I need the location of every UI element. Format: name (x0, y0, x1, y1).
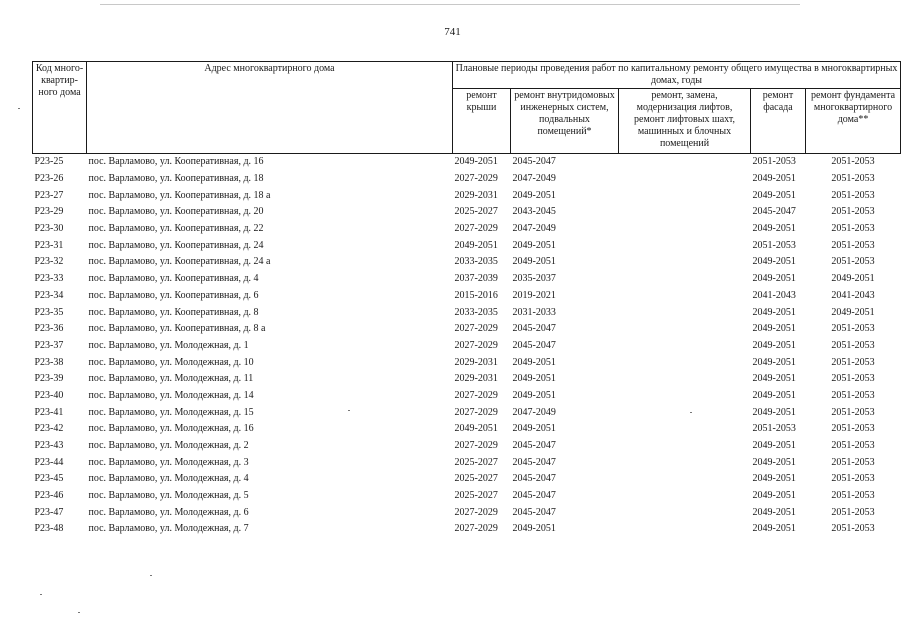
table-row (33, 471, 901, 488)
cell-systems: 2045-2047 (512, 323, 556, 335)
cell-roof: 2029-2031 (454, 189, 498, 201)
cell-systems: 2045-2047 (512, 156, 556, 168)
cell-systems: 2049-2051 (512, 423, 556, 435)
cell-code: Р23-30 (34, 223, 64, 235)
header-roof: ремонт крыши (453, 89, 511, 154)
cell-systems: 2019-2021 (512, 289, 556, 301)
cell-code: Р23-29 (34, 206, 64, 218)
cell-lifts (619, 254, 751, 271)
cell-lifts (619, 404, 751, 421)
cell-lifts (619, 438, 751, 455)
table-row (33, 388, 901, 405)
cell-address: пос. Варламово, ул. Молодежная, д. 1 (88, 339, 249, 351)
cell-foundation: 2051-2053 (831, 523, 875, 535)
cell-facade: 2049-2051 (752, 356, 796, 368)
cell-code: Р23-27 (34, 189, 64, 201)
cell-address: пос. Варламово, ул. Кооперативная, д. 8 а (88, 323, 266, 335)
cell-facade: 2051-2053 (752, 423, 796, 435)
cell-systems: 2047-2049 (512, 223, 556, 235)
cell-lifts (619, 471, 751, 488)
table-row (33, 521, 901, 538)
cell-address: пос. Варламово, ул. Молодежная, д. 16 (88, 423, 254, 435)
cell-code: Р23-38 (34, 356, 64, 368)
cell-facade: 2049-2051 (752, 223, 796, 235)
cell-lifts (619, 304, 751, 321)
cell-systems: 2035-2037 (512, 273, 556, 285)
cell-foundation: 2049-2051 (831, 306, 875, 318)
cell-code: Р23-26 (34, 173, 64, 185)
cell-address: пос. Варламово, ул. Молодежная, д. 5 (88, 490, 249, 502)
cell-address: пос. Варламово, ул. Кооперативная, д. 8 (88, 306, 259, 318)
cell-systems: 2049-2051 (512, 356, 556, 368)
cell-code: Р23-37 (34, 339, 64, 351)
cell-roof: 2049-2051 (454, 156, 498, 168)
cell-systems: 2045-2047 (512, 339, 556, 351)
cell-address: пос. Варламово, ул. Молодежная, д. 14 (88, 389, 254, 401)
table-row (33, 154, 901, 171)
cell-systems: 2047-2049 (512, 406, 556, 418)
table-row (33, 321, 901, 338)
capital-repair-table (32, 61, 901, 538)
table-body (33, 154, 901, 538)
cell-roof: 2027-2029 (454, 223, 498, 235)
table-row (33, 454, 901, 471)
cell-systems: 2049-2051 (512, 189, 556, 201)
cell-code: Р23-35 (34, 306, 64, 318)
cell-lifts (619, 321, 751, 338)
cell-lifts (619, 271, 751, 288)
table-row (33, 271, 901, 288)
cell-lifts (619, 171, 751, 188)
cell-foundation: 2051-2053 (831, 506, 875, 518)
cell-facade: 2041-2043 (752, 289, 796, 301)
cell-roof: 2027-2029 (454, 406, 498, 418)
cell-lifts (619, 237, 751, 254)
cell-lifts (619, 187, 751, 204)
cell-systems: 2049-2051 (512, 389, 556, 401)
cell-code: Р23-32 (34, 256, 64, 268)
table-row (33, 438, 901, 455)
cell-lifts (619, 454, 751, 471)
cell-address: пос. Варламово, ул. Молодежная, д. 10 (88, 356, 254, 368)
cell-lifts (619, 504, 751, 521)
cell-foundation: 2051-2053 (831, 239, 875, 251)
cell-facade: 2051-2053 (752, 156, 796, 168)
cell-foundation: 2051-2053 (831, 456, 875, 468)
cell-foundation: 2051-2053 (831, 206, 875, 218)
header-address: Адрес многоквартирного дома (87, 62, 453, 154)
cell-facade: 2049-2051 (752, 339, 796, 351)
cell-code: Р23-31 (34, 239, 64, 251)
cell-systems: 2049-2051 (512, 523, 556, 535)
header-row-1 (33, 62, 901, 89)
header-lifts: ремонт, замена, модернизация лифтов, ремонт лифтовых шахт, машинных и блочных помещений (619, 89, 751, 154)
scan-speck (690, 412, 692, 413)
table-row (33, 221, 901, 238)
cell-foundation: 2051-2053 (831, 389, 875, 401)
cell-code: Р23-33 (34, 273, 64, 285)
cell-roof: 2027-2029 (454, 506, 498, 518)
cell-foundation: 2051-2053 (831, 440, 875, 452)
cell-foundation: 2051-2053 (831, 256, 875, 268)
cell-lifts (619, 288, 751, 305)
cell-foundation: 2051-2053 (831, 406, 875, 418)
table-row (33, 204, 901, 221)
table-row (33, 354, 901, 371)
cell-address: пос. Варламово, ул. Кооперативная, д. 4 (88, 273, 259, 285)
cell-lifts (619, 388, 751, 405)
cell-lifts (619, 488, 751, 505)
cell-address: пос. Варламово, ул. Кооперативная, д. 16 (88, 156, 264, 168)
cell-lifts (619, 204, 751, 221)
cell-facade: 2049-2051 (752, 473, 796, 485)
cell-facade: 2049-2051 (752, 256, 796, 268)
cell-code: Р23-36 (34, 323, 64, 335)
cell-facade: 2051-2053 (752, 239, 796, 251)
cell-lifts (619, 521, 751, 538)
cell-systems: 2047-2049 (512, 173, 556, 185)
header-facade: ремонт фасада (751, 89, 806, 154)
cell-systems: 2045-2047 (512, 456, 556, 468)
cell-facade: 2049-2051 (752, 523, 796, 535)
cell-foundation: 2051-2053 (831, 490, 875, 502)
table-row (33, 338, 901, 355)
cell-lifts (619, 154, 751, 171)
table-row (33, 237, 901, 254)
cell-systems: 2049-2051 (512, 373, 556, 385)
cell-code: Р23-40 (34, 389, 64, 401)
table-row (33, 171, 901, 188)
cell-facade: 2049-2051 (752, 273, 796, 285)
cell-code: Р23-43 (34, 440, 64, 452)
cell-address: пос. Варламово, ул. Кооперативная, д. 24 а (88, 256, 271, 268)
cell-address: пос. Варламово, ул. Кооперативная, д. 20 (88, 206, 264, 218)
cell-lifts (619, 421, 751, 438)
table-row (33, 404, 901, 421)
scan-speck (78, 612, 80, 613)
cell-facade: 2049-2051 (752, 173, 796, 185)
cell-systems: 2045-2047 (512, 506, 556, 518)
cell-code: Р23-47 (34, 506, 64, 518)
cell-systems: 2045-2047 (512, 490, 556, 502)
header-foundation: ремонт фундамента многоквартирного дома** (806, 89, 901, 154)
cell-address: пос. Варламово, ул. Молодежная, д. 15 (88, 406, 254, 418)
cell-address: пос. Варламово, ул. Молодежная, д. 7 (88, 523, 249, 535)
table-row (33, 488, 901, 505)
table-row (33, 371, 901, 388)
cell-address: пос. Варламово, ул. Молодежная, д. 3 (88, 456, 249, 468)
cell-code: Р23-41 (34, 406, 64, 418)
cell-facade: 2045-2047 (752, 206, 796, 218)
cell-address: пос. Варламово, ул. Молодежная, д. 2 (88, 440, 249, 452)
cell-foundation: 2051-2053 (831, 156, 875, 168)
cell-facade: 2049-2051 (752, 373, 796, 385)
cell-code: Р23-25 (34, 156, 64, 168)
cell-roof: 2027-2029 (454, 523, 498, 535)
table-row (33, 421, 901, 438)
cell-foundation: 2051-2053 (831, 423, 875, 435)
cell-address: пос. Варламово, ул. Молодежная, д. 11 (88, 373, 254, 385)
table-row (33, 254, 901, 271)
cell-foundation: 2051-2053 (831, 473, 875, 485)
cell-foundation: 2049-2051 (831, 273, 875, 285)
cell-lifts (619, 221, 751, 238)
cell-roof: 2049-2051 (454, 239, 498, 251)
cell-roof: 2025-2027 (454, 456, 498, 468)
cell-systems: 2049-2051 (512, 256, 556, 268)
cell-facade: 2049-2051 (752, 389, 796, 401)
header-code: Код много-квартир-ного дома (33, 62, 87, 154)
scan-speck (40, 594, 42, 595)
cell-roof: 2033-2035 (454, 306, 498, 318)
page-number: 741 (444, 26, 461, 38)
cell-roof: 2049-2051 (454, 423, 498, 435)
cell-roof: 2029-2031 (454, 356, 498, 368)
cell-code: Р23-42 (34, 423, 64, 435)
cell-facade: 2049-2051 (752, 490, 796, 502)
cell-roof: 2029-2031 (454, 373, 498, 385)
cell-lifts (619, 354, 751, 371)
cell-code: Р23-39 (34, 373, 64, 385)
scan-speck (18, 108, 20, 109)
table-row (33, 187, 901, 204)
cell-systems: 2043-2045 (512, 206, 556, 218)
cell-foundation: 2051-2053 (831, 189, 875, 201)
cell-facade: 2049-2051 (752, 456, 796, 468)
cell-roof: 2027-2029 (454, 440, 498, 452)
header-systems: ремонт внутридомовых инженерных систем, подвальных помещений* (511, 89, 619, 154)
cell-foundation: 2051-2053 (831, 356, 875, 368)
cell-roof: 2027-2029 (454, 339, 498, 351)
cell-code: Р23-44 (34, 456, 64, 468)
cell-facade: 2049-2051 (752, 306, 796, 318)
cell-roof: 2027-2029 (454, 173, 498, 185)
cell-roof: 2037-2039 (454, 273, 498, 285)
cell-facade: 2049-2051 (752, 506, 796, 518)
cell-foundation: 2051-2053 (831, 173, 875, 185)
cell-address: пос. Варламово, ул. Кооперативная, д. 18 (88, 173, 264, 185)
header-periods: Плановые периоды проведения работ по капитальному ремонту общего имущества в многоквартирных домах, годы (453, 62, 901, 89)
cell-address: пос. Варламово, ул. Кооперативная, д. 18 а (88, 189, 271, 201)
cell-address: пос. Варламово, ул. Молодежная, д. 6 (88, 506, 249, 518)
cell-roof: 2015-2016 (454, 289, 498, 301)
table-row (33, 304, 901, 321)
cell-address: пос. Варламово, ул. Кооперативная, д. 22 (88, 223, 264, 235)
cell-code: Р23-34 (34, 289, 64, 301)
cell-systems: 2045-2047 (512, 440, 556, 452)
cell-facade: 2049-2051 (752, 189, 796, 201)
scan-speck (348, 410, 350, 411)
cell-roof: 2025-2027 (454, 473, 498, 485)
cell-address: пос. Варламово, ул. Кооперативная, д. 6 (88, 289, 259, 301)
table-row (33, 288, 901, 305)
cell-systems: 2031-2033 (512, 306, 556, 318)
cell-roof: 2027-2029 (454, 389, 498, 401)
cell-address: пос. Варламово, ул. Молодежная, д. 4 (88, 473, 249, 485)
scan-speck (150, 575, 152, 576)
cell-roof: 2027-2029 (454, 323, 498, 335)
cell-lifts (619, 338, 751, 355)
cell-code: Р23-46 (34, 490, 64, 502)
cell-facade: 2049-2051 (752, 323, 796, 335)
cell-lifts (619, 371, 751, 388)
cell-code: Р23-45 (34, 473, 64, 485)
cell-facade: 2049-2051 (752, 440, 796, 452)
cell-foundation: 2051-2053 (831, 223, 875, 235)
cell-foundation: 2051-2053 (831, 323, 875, 335)
cell-code: Р23-48 (34, 523, 64, 535)
table-row (33, 504, 901, 521)
cell-systems: 2045-2047 (512, 473, 556, 485)
cell-foundation: 2051-2053 (831, 373, 875, 385)
cell-roof: 2025-2027 (454, 490, 498, 502)
cell-address: пос. Варламово, ул. Кооперативная, д. 24 (88, 239, 264, 251)
cell-foundation: 2041-2043 (831, 289, 875, 301)
cell-roof: 2025-2027 (454, 206, 498, 218)
scan-top-line (100, 4, 800, 5)
cell-systems: 2049-2051 (512, 239, 556, 251)
cell-roof: 2033-2035 (454, 256, 498, 268)
cell-facade: 2049-2051 (752, 406, 796, 418)
cell-foundation: 2051-2053 (831, 339, 875, 351)
